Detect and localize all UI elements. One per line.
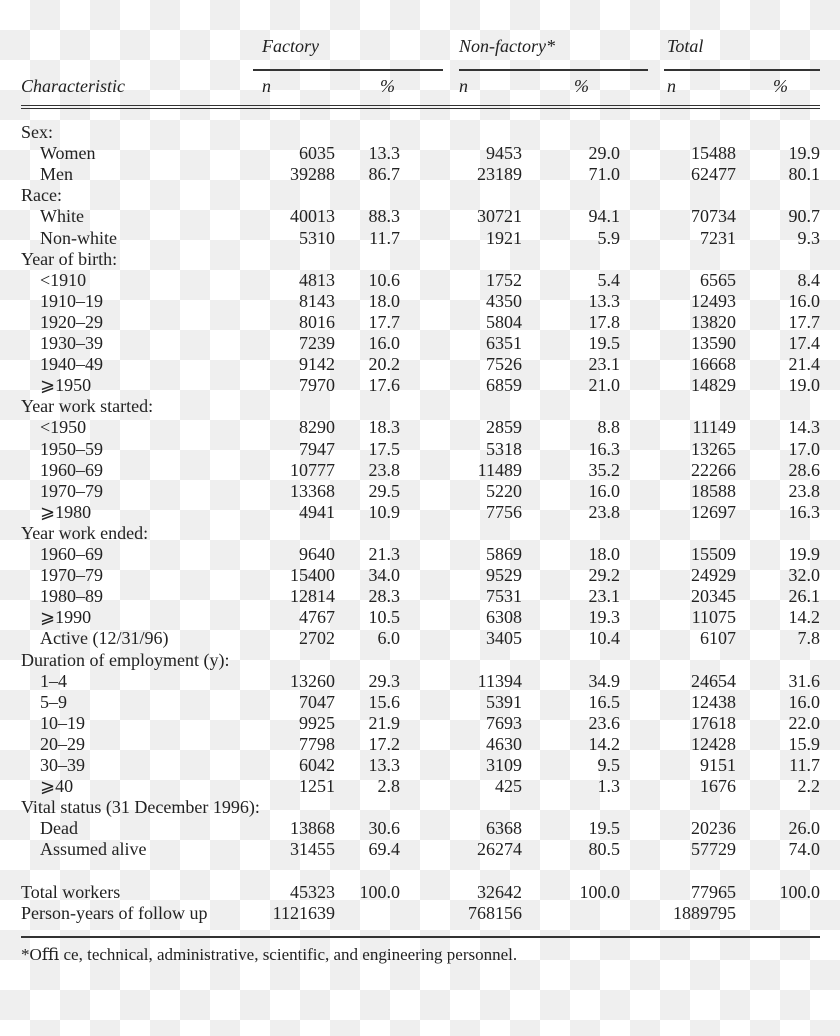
row-label: White [40, 206, 84, 227]
cell-n: 9151 [700, 755, 736, 775]
cell-n: 7693 [486, 712, 522, 733]
cell-n: 9640 [299, 544, 335, 564]
row-label: 1910–19 [40, 290, 103, 311]
cell-percent: 28.6 [788, 459, 820, 480]
row-label: Active (12/31/96) [40, 628, 169, 649]
cell-percent: 71.0 [588, 164, 620, 185]
cell-n: 8016 [299, 311, 335, 332]
cell-percent: 19.3 [588, 607, 620, 628]
cell-n: 5804 [486, 311, 522, 332]
row-label: 1940–49 [40, 354, 103, 375]
subheader-pct: % [574, 76, 589, 96]
cell-percent: 21.9 [368, 712, 400, 733]
cell-n: 7526 [486, 354, 522, 375]
cell-n: 4630 [486, 733, 522, 754]
cell-n: 16668 [691, 354, 736, 375]
cell-percent: 17.8 [588, 311, 620, 332]
footnote: *Oﬃ ce, technical, administrative, scientific, and engineering personnel. [21, 945, 518, 964]
cell-n: 12697 [691, 501, 736, 522]
row-label: Total workers [21, 881, 121, 902]
cell-percent: 5.4 [597, 269, 620, 290]
cell-n: 6368 [486, 818, 522, 839]
cell-percent: 86.7 [368, 164, 400, 185]
row-label: Person-years of follow up [21, 902, 208, 923]
section-label: Year work ended: [21, 522, 149, 543]
cell-n: 8143 [299, 290, 335, 311]
cell-percent: 34.0 [368, 565, 400, 586]
cell-percent: 9.5 [597, 755, 620, 775]
cell-n: 30721 [477, 206, 522, 227]
cell-n: 6042 [299, 755, 335, 775]
cell-n: 12493 [691, 290, 736, 311]
cell-n: 6107 [700, 628, 736, 649]
cell-n: 12428 [691, 733, 736, 754]
cell-n: 31455 [290, 839, 335, 860]
cell-n: 15400 [290, 565, 335, 586]
section-label: Race: [21, 185, 62, 206]
cell-percent: 17.7 [788, 311, 820, 332]
cell-percent: 13.3 [588, 290, 620, 311]
row-label: 1–4 [40, 670, 67, 691]
cell-n: 24654 [691, 670, 736, 691]
cell-percent: 94.1 [588, 206, 620, 227]
cell-percent: 100.0 [579, 881, 620, 902]
cell-n: 7239 [299, 333, 335, 353]
cell-n: 425 [495, 776, 522, 797]
cell-n: 32642 [477, 881, 522, 902]
cell-percent: 14.2 [588, 733, 620, 754]
group-rule [664, 69, 820, 71]
cell-percent: 32.0 [788, 565, 820, 586]
cell-percent: 16.3 [788, 501, 820, 522]
cell-percent: 13.3 [368, 143, 400, 164]
cell-n: 9453 [486, 143, 522, 164]
cell-n: 1121639 [272, 902, 335, 923]
cell-percent: 2.2 [797, 776, 820, 797]
cell-n: 2859 [486, 417, 522, 438]
cell-percent: 18.3 [368, 417, 400, 438]
cell-percent: 100.0 [359, 881, 400, 902]
cell-n: 1251 [299, 776, 335, 797]
characteristic-header: Characteristic [21, 76, 125, 96]
cell-percent: 6.0 [377, 628, 400, 649]
cell-n: 5869 [486, 544, 522, 564]
row-label: 1930–39 [40, 333, 103, 353]
row-label: 10–19 [40, 712, 85, 733]
row-label: ⩾40 [40, 776, 74, 797]
cell-percent: 21.3 [368, 544, 400, 564]
cell-percent: 21.4 [788, 354, 820, 375]
cell-n: 9142 [299, 354, 335, 375]
cell-n: 17618 [691, 712, 736, 733]
cell-percent: 18.0 [588, 544, 620, 564]
cell-n: 3405 [486, 628, 522, 649]
subheader-pct: % [773, 76, 788, 96]
section-label: Vital status (31 December 1996): [21, 797, 260, 818]
cell-n: 15509 [691, 544, 736, 564]
group-rule [253, 69, 443, 71]
cell-percent: 19.5 [588, 333, 620, 353]
cell-n: 12814 [290, 586, 335, 607]
cell-n: 6565 [700, 269, 736, 290]
cell-n: 13368 [290, 480, 335, 501]
cell-n: 5310 [299, 227, 335, 248]
cell-n: 2702 [299, 628, 335, 649]
cell-percent: 26.1 [788, 586, 820, 607]
header-double-rule [21, 108, 820, 109]
cell-n: 9529 [486, 565, 522, 586]
cell-percent: 10.9 [368, 501, 400, 522]
cell-percent: 9.3 [797, 227, 820, 248]
section-label: Duration of employment (y): [21, 649, 230, 670]
row-label: 1960–69 [40, 544, 103, 564]
cell-percent: 10.5 [368, 607, 400, 628]
row-label: 1970–79 [40, 565, 103, 586]
row-label: 1920–29 [40, 311, 103, 332]
cell-n: 26274 [477, 839, 522, 860]
cell-n: 6351 [486, 333, 522, 353]
cell-percent: 88.3 [368, 206, 400, 227]
cell-n: 14829 [691, 375, 736, 396]
cell-n: 23189 [477, 164, 522, 185]
group-header-factory: Factory [262, 36, 319, 56]
section-label: Year work started: [21, 396, 154, 417]
cell-n: 4941 [299, 501, 335, 522]
cell-percent: 2.8 [377, 776, 400, 797]
cell-n: 77965 [691, 881, 736, 902]
cell-n: 7231 [700, 227, 736, 248]
cell-percent: 5.9 [597, 227, 620, 248]
cell-n: 11075 [691, 607, 736, 628]
group-rule [459, 69, 648, 71]
cell-percent: 16.5 [588, 691, 620, 712]
cell-n: 15488 [691, 143, 736, 164]
cell-percent: 20.2 [368, 354, 400, 375]
cell-n: 13590 [691, 333, 736, 353]
row-label: Assumed alive [40, 839, 147, 860]
cell-percent: 19.9 [788, 544, 820, 564]
cell-percent: 23.8 [788, 480, 820, 501]
cell-percent: 29.0 [588, 143, 620, 164]
cell-percent: 80.1 [788, 164, 820, 185]
row-label: 1960–69 [40, 459, 103, 480]
cell-percent: 17.0 [788, 438, 820, 459]
cell-n: 11489 [477, 459, 522, 480]
cell-percent: 13.3 [368, 755, 400, 775]
subheader-n: n [262, 76, 271, 96]
cell-percent: 74.0 [788, 839, 820, 860]
cell-n: 6308 [486, 607, 522, 628]
cell-n: 13820 [691, 311, 736, 332]
cell-percent: 17.6 [368, 375, 400, 396]
row-label: <1910 [40, 269, 87, 290]
cell-n: 7947 [299, 438, 335, 459]
cell-percent: 22.0 [788, 712, 820, 733]
cell-n: 9925 [299, 712, 335, 733]
cell-n: 10777 [290, 459, 335, 480]
cell-percent: 16.0 [368, 333, 400, 353]
cell-percent: 23.1 [588, 354, 620, 375]
row-label: 1950–59 [40, 438, 103, 459]
section-label: Sex: [21, 122, 54, 142]
cell-percent: 23.8 [368, 459, 400, 480]
cell-n: 7970 [299, 375, 335, 396]
cell-n: 1889795 [673, 902, 736, 923]
row-label: ⩾1990 [40, 607, 92, 628]
cell-n: 7047 [299, 691, 335, 712]
group-header-non-factory: Non-factory* [459, 36, 555, 56]
cell-percent: 17.5 [368, 438, 400, 459]
cell-percent: 8.4 [797, 269, 820, 290]
cell-percent: 16.3 [588, 438, 620, 459]
cell-n: 4767 [299, 607, 335, 628]
cell-n: 18588 [691, 480, 736, 501]
row-label: <1950 [40, 417, 87, 438]
cell-percent: 23.1 [588, 586, 620, 607]
cell-percent: 26.0 [788, 818, 820, 839]
cell-n: 20236 [691, 818, 736, 839]
cell-percent: 14.2 [788, 607, 820, 628]
cell-n: 39288 [290, 164, 335, 185]
cell-n: 768156 [468, 902, 522, 923]
section-label: Year of birth: [21, 248, 118, 269]
cell-n: 13265 [691, 438, 736, 459]
cell-percent: 30.6 [368, 818, 400, 839]
cell-n: 6859 [486, 375, 522, 396]
cell-percent: 100.0 [779, 881, 820, 902]
cell-percent: 69.4 [368, 839, 400, 860]
cell-percent: 29.2 [588, 565, 620, 586]
cell-percent: 10.6 [368, 269, 400, 290]
cell-percent: 15.6 [368, 691, 400, 712]
cell-n: 24929 [691, 565, 736, 586]
cell-percent: 90.7 [788, 206, 820, 227]
cell-percent: 11.7 [369, 227, 400, 248]
cell-percent: 1.3 [597, 776, 620, 797]
cell-n: 45323 [290, 881, 335, 902]
cell-n: 12438 [691, 691, 736, 712]
cell-percent: 35.2 [588, 459, 620, 480]
cell-n: 6035 [299, 143, 335, 164]
cell-percent: 29.5 [368, 480, 400, 501]
cell-percent: 14.3 [788, 417, 820, 438]
cell-percent: 34.9 [588, 670, 620, 691]
cell-percent: 17.4 [788, 333, 820, 353]
cell-percent: 31.6 [788, 670, 820, 691]
subheader-pct: % [380, 76, 395, 96]
cell-percent: 23.8 [588, 501, 620, 522]
cell-percent: 80.5 [588, 839, 620, 860]
cell-percent: 19.0 [788, 375, 820, 396]
row-label: 30–39 [40, 755, 85, 775]
cell-n: 7756 [486, 501, 522, 522]
row-label: ⩾1980 [40, 501, 92, 522]
cell-percent: 16.0 [788, 290, 820, 311]
cell-n: 5220 [486, 480, 522, 501]
cell-n: 62477 [691, 164, 736, 185]
cell-n: 4813 [299, 269, 335, 290]
cell-n: 5391 [486, 691, 522, 712]
cell-n: 3109 [486, 755, 522, 775]
subheader-n: n [459, 76, 468, 96]
cell-percent: 29.3 [368, 670, 400, 691]
cell-n: 13868 [290, 818, 335, 839]
cell-n: 70734 [691, 206, 736, 227]
group-header-total: Total [667, 36, 704, 56]
cell-percent: 15.9 [788, 733, 820, 754]
cell-n: 11394 [477, 670, 522, 691]
cell-percent: 19.5 [588, 818, 620, 839]
subheader-n: n [667, 76, 676, 96]
cell-n: 13260 [290, 670, 335, 691]
cell-percent: 23.6 [588, 712, 620, 733]
cell-n: 11149 [692, 417, 736, 438]
cell-percent: 10.4 [588, 628, 620, 649]
cell-percent: 19.9 [788, 143, 820, 164]
cell-n: 7798 [299, 733, 335, 754]
cell-percent: 16.0 [588, 480, 620, 501]
cell-percent: 17.2 [368, 733, 400, 754]
cell-percent: 8.8 [597, 417, 620, 438]
cell-percent: 16.0 [788, 691, 820, 712]
cell-n: 20345 [691, 586, 736, 607]
cell-percent: 28.3 [368, 586, 400, 607]
cell-n: 22266 [691, 459, 736, 480]
row-label: Dead [40, 818, 78, 839]
row-label: 5–9 [40, 691, 67, 712]
cell-n: 57729 [691, 839, 736, 860]
cell-percent: 17.7 [368, 311, 400, 332]
cell-percent: 21.0 [588, 375, 620, 396]
cell-percent: 11.7 [789, 755, 820, 775]
cell-n: 8290 [299, 417, 335, 438]
cell-n: 1676 [700, 776, 736, 797]
row-label: Non-white [40, 227, 117, 248]
row-label: 20–29 [40, 733, 85, 754]
cell-percent: 7.8 [797, 628, 820, 649]
cell-n: 7531 [486, 586, 522, 607]
cell-n: 4350 [486, 290, 522, 311]
cell-n: 1752 [486, 269, 522, 290]
row-label: Men [40, 164, 73, 185]
row-label: 1970–79 [40, 480, 103, 501]
bottom-rule [21, 936, 820, 938]
row-label: ⩾1950 [40, 375, 92, 396]
cell-n: 40013 [290, 206, 335, 227]
cell-percent: 18.0 [368, 290, 400, 311]
cell-n: 5318 [486, 438, 522, 459]
row-label: 1980–89 [40, 586, 103, 607]
cell-n: 1921 [486, 227, 522, 248]
header-double-rule [21, 105, 820, 106]
row-label: Women [40, 143, 96, 164]
